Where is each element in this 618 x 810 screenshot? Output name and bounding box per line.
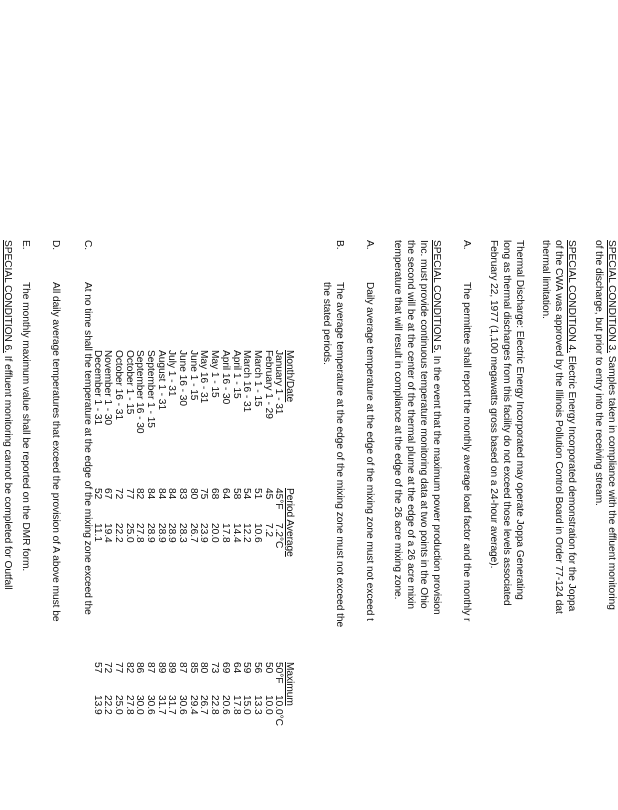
item-a-load-factor [459,240,473,800]
sc6-heading: SPECIAL CONDITION 6. [2,240,13,353]
table-row-max-c: 15.0 [241,695,253,715]
table-row-max-c: 25.0 [113,695,124,715]
table-row-avg-c: 25.0 [123,523,135,543]
sc5-line-4: temperature that will result in compliance at the edge of the 26 acre mixing zone. [391,240,403,600]
table-row-max-f: 87 [177,662,189,674]
table-row [209,350,220,810]
item-b-label: B. [334,240,345,250]
sc6-line-1-rest: If effluent monitoring cannot be completed for Outfall [2,352,13,590]
table-row-max-c: 20.6 [219,695,231,715]
table-row-month: September 1 - 15 [145,350,157,428]
table-row-avg-f: 58 [230,488,242,500]
item-c-label: C. [82,240,93,251]
sc3-heading: SPECIAL CONDITION 3. [606,240,617,353]
table-row-max-f: 82 [123,662,135,674]
sc4-line-3: thermal limitation. [539,240,551,319]
item-a-daily-average [362,240,376,800]
unit-avg-c-value: 7.2 [273,523,285,538]
item-b-average-temperature [316,240,346,800]
table-row-max-c: 30.6 [177,695,189,715]
unit-max-c [273,695,284,726]
table-row [176,350,187,810]
unit-max-f-value: 50 [273,662,285,674]
item-c-text: At no time shall the temperature at the edge of the mixing zone exceed the [82,282,93,615]
unit-avg-c [273,523,284,548]
header-maximum: Maximum [284,662,295,706]
table-row [155,350,166,810]
item-a1-text: The permittee shall report the monthly average load factor and the monthly r [461,282,472,622]
unit-avg-f-value: 45 [273,488,285,500]
table-row-max-f: 50 [262,662,274,674]
item-d-daily-averages [48,240,62,800]
table-row-month: September 16 - 30 [134,350,146,434]
table-row [262,350,273,810]
table-row-avg-c: 12.2 [241,523,253,543]
table-row-avg-f: 68 [209,488,221,500]
table-row-month: December 1 - 31 [91,350,103,426]
item-e-text: The monthly maximum value shall be reported on the DMR form. [20,282,31,572]
thermal-line-2: long as thermal discharges from this facility do not exceed those levels associated [500,240,512,606]
table-row-month: May 1 - 15 [209,350,221,398]
item-e-label: E. [20,240,31,250]
table-row [144,350,155,810]
table-row-month: October 1 - 15 [123,350,135,415]
table-row-max-f: 72 [102,662,114,674]
item-d-text: All daily average temperatures that exceed the provision of A above must be [50,282,61,622]
sc3-line-1 [605,240,618,800]
table-row-avg-f: 80 [187,488,199,500]
table-row-max-c: 29.4 [187,695,199,715]
table-row-max-f: 80 [198,662,210,674]
table-row-avg-f: 84 [145,488,157,500]
item-e-monthly-maximum [18,240,32,800]
table-row-avg-f: 64 [219,488,231,500]
item-b-line-1: The average temperature at the edge of the mixing zone must not exceed the [334,282,345,628]
header-month: Month/Date [284,350,295,403]
table-row-month: January 1 - 31 [273,350,285,415]
table-row-max-f: 85 [187,662,199,674]
table-row-max-f: 64 [230,662,242,674]
table-row [102,350,113,810]
thermal-discharge-paragraph [487,240,526,800]
unit-max-f [273,662,284,683]
table-row-month: November 1 - 30 [102,350,114,426]
thermal-line-3: February 22, 1977 (1,100 megawatts gross based on a 24-hour average). [487,240,499,569]
table-row-avg-f: 72 [113,488,124,500]
table-row-max-c: 17.8 [230,695,242,715]
table-row-avg-f: 77 [123,488,135,500]
unit-avg-f [273,488,284,509]
table-row-avg-f: 84 [166,488,178,500]
table-row [166,350,177,810]
table-row-avg-f: 75 [198,488,210,500]
temperature-limits-table [91,350,294,810]
table-row-month: June 16 - 30 [177,350,189,407]
table-row [112,350,123,810]
table-row-month: April 1 - 15 [230,350,242,399]
table-row-max-c: 30.0 [134,695,146,715]
table-row-max-c: 13.9 [91,695,103,715]
special-condition-3 [592,240,618,800]
sc5-line-2: Inc. must provide continuous temperature monitoring data at two points in the Ohio [417,240,429,609]
special-condition-6 [0,240,14,800]
table-row [187,350,198,810]
table-row [241,350,252,810]
table-row-avg-c: 14.4 [230,523,242,543]
table-row-avg-c: 27.8 [134,523,146,543]
table-row-avg-c: 28.9 [155,523,167,543]
table-row-max-f: 59 [241,662,253,674]
table-row-max-f: 86 [134,662,146,674]
table-row-avg-c: 28.9 [145,523,157,543]
table-row-month: May 16 - 31 [198,350,210,404]
table-row-max-c: 22.8 [209,695,221,715]
sc6-line-2 [0,240,1,800]
table-row-avg-c: 28.9 [166,523,178,543]
table-row-avg-c: 7.2 [262,523,274,538]
table-row [230,350,241,810]
sc3-line-1-rest: Samples taken in compliance with the effluent monitoring [606,352,617,610]
sc5-line-1-rest: In the event that the maximum power production provision [431,352,442,615]
table-row-max-f: 89 [155,662,167,674]
special-condition-5 [391,240,443,800]
table-row-avg-c: 28.3 [177,523,189,543]
table-row-avg-f: 84 [155,488,167,500]
table-row-avg-f: 54 [241,488,253,500]
table-row-avg-f: 67 [102,488,114,500]
table-row-month: October 16 - 31 [113,350,124,421]
sc6-line-1 [1,240,14,800]
table-row-max-f: 56 [251,662,263,674]
thermal-line-1: Thermal Discharge: Electric Energy Incorporated may operate Joppa Generating [514,240,525,600]
table-row-max-c: 22.2 [102,695,114,715]
sc5-line-3: the second will be at the center of the thermal plume at the edge of a 26 acre mixin [404,240,416,609]
table-row [219,350,230,810]
table-header-row [283,350,294,810]
sc4-line-2: of the CWA was approved by the Illinois Pollution Control Board in Order 77-124 dat [552,240,564,614]
table-row-max-c: 10.0 [262,695,274,715]
sc5-heading: SPECIAL CONDITION 5. [431,240,442,353]
table-row-max-c: 31.7 [155,695,167,715]
table-row-max-f: 73 [209,662,221,674]
item-a2-text: Daily average temperature at the edge of the mixing zone must not exceed t [364,282,375,621]
table-row-month: April 16 - 30 [219,350,231,405]
table-row-month: February 1 - 29 [262,350,274,419]
sc3-line-2: of the discharge, but prior to entry into the receiving stream. [592,240,604,506]
table-row-max-c: 26.7 [198,695,210,715]
item-b-line-2: the stated periods. [321,282,332,365]
table-row-max-f: 57 [91,662,103,674]
table-row-max-c: 31.7 [166,695,178,715]
table-row [123,350,134,810]
table-units-row [273,350,284,810]
table-row-avg-c: 10.6 [251,523,263,543]
table-row-month: July 1 - 31 [166,350,178,397]
unit-max-c-value: 10.0 [273,695,285,715]
sc4-heading: SPECIAL CONDITION 4. [566,240,577,353]
table-row-month: August 1 - 31 [155,350,167,410]
sc5-line-1 [430,240,443,800]
table-row-avg-f: 83 [177,488,189,500]
table-row-max-f: 87 [145,662,157,674]
unit-max-f-label: °F [273,673,285,684]
table-row-max-c: 13.3 [251,695,263,715]
table-row-avg-f: 52 [91,488,103,500]
unit-max-c-label: °C [273,714,285,726]
table-row-avg-c: 23.9 [198,523,210,543]
special-condition-4 [539,240,578,800]
rotated-document-page [0,240,618,800]
table-row [251,350,262,810]
item-d-label: D. [50,240,61,251]
table-row-month: March 1 - 15 [251,350,263,407]
table-row-max-c: 30.6 [145,695,157,715]
table-row-max-f: 69 [219,662,231,674]
item-c-no-time [80,240,94,800]
table-row-avg-f: 45 [262,488,274,500]
table-row [134,350,145,810]
table-row-avg-c: 11.1 [91,523,103,542]
unit-avg-f-label: °F [273,499,285,510]
table-row-avg-c: 19.4 [102,523,114,543]
unit-avg-c-label: °C [273,537,285,549]
table-row-avg-c: 26.7 [187,523,199,543]
table-row-avg-f: 51 [251,488,263,500]
item-a2-label: A. [364,240,375,250]
table-row-avg-c: 17.8 [219,523,231,543]
table-row-max-f: 77 [113,662,124,674]
table-row [198,350,209,810]
table-row-avg-c: 20.0 [209,523,221,543]
header-period-average: Period Average [284,488,295,557]
sc4-line-1-rest: Electric Energy Incorporated demonstration for the Joppa [566,352,577,612]
table-row-avg-c: 22.2 [113,523,124,543]
table-row-avg-f: 82 [134,488,146,500]
table-row-max-f: 89 [166,662,178,674]
table-row-month: March 16 - 31 [241,350,253,413]
table-row-max-c: 27.8 [123,695,135,715]
table-row-month: June 1 - 15 [187,350,199,401]
sc4-line-1 [565,240,578,800]
item-a1-label: A. [461,240,472,250]
